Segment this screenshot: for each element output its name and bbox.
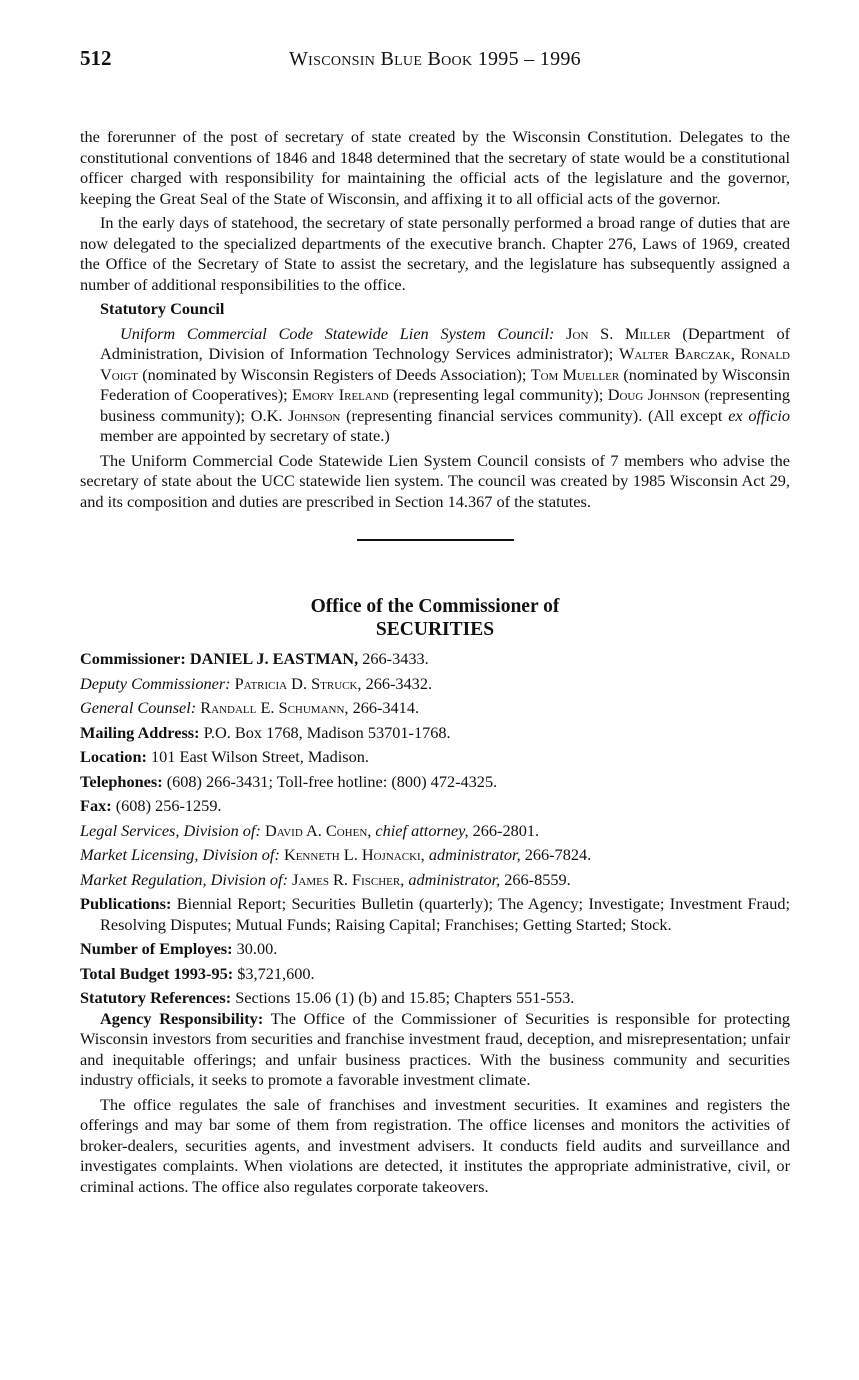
book-title — [80, 48, 790, 71]
ex-officio: ex officio — [728, 405, 790, 425]
deputy-label: Deputy Commissioner: — [80, 673, 231, 693]
intro-paragraph-1: the forerunner of the post of secretary of state created by the Wisconsin Constitution. Delegates to the constitutional conventions of 1846 and 1848 determined that the secretary of state would be a constitutional officer charged with responsibility for maintaining the official acts of the legislature and the governor, keeping the Great Seal of the State of Wisconsin, and affixing it to all official acts of the governor. — [80, 127, 790, 208]
division-head-name: David A. Cohen — [264, 820, 368, 840]
member-name: Ronald Voigt — [100, 344, 790, 384]
counsel-name: Randall E. Schumann — [200, 698, 345, 717]
intro-section — [80, 127, 790, 512]
member-name: O.K. Johnson — [250, 405, 341, 425]
book-title-text: Wisconsin Blue Book — [289, 48, 473, 70]
commissioner-label: Commissioner: — [80, 649, 186, 668]
member-name: Emory Ireland — [292, 385, 389, 404]
office-directory — [80, 649, 790, 1197]
counsel-label: General Counsel: — [80, 698, 197, 717]
mailing-label: Mailing Address: — [80, 722, 200, 742]
telephones-value: (608) 266-3431; Toll-free hotline: (800) 472-4325. — [162, 771, 498, 791]
running-head — [80, 40, 790, 80]
member-note: (Department of Administration, Division of Information Technology Services administrator); — [100, 323, 791, 363]
division-head-title: administrator, — [408, 869, 501, 889]
telephones-label: Telephones: — [80, 771, 163, 791]
publications-label: Publications: — [80, 894, 172, 913]
regulation-paragraph: The office regulates the sale of franchises and investment securities. It examines and registers the offerings and may bar some of them from registration. The office licenses and monitors the activities of broker-dealers, securities agents, and investment advisers. It conducts field audits and surveillance and investigates complaints. When violations are detected, it institutes the appropriate administrative, civil, or criminal actions. The office also regulates corporate takeovers. — [80, 1094, 790, 1196]
division-label: Market Regulation, Division of: — [80, 869, 288, 889]
references-line — [80, 988, 790, 1009]
division-head-title: administrator, — [428, 845, 521, 864]
member-note: , — [730, 344, 741, 363]
page-number: 512 — [80, 46, 112, 70]
division-line: Market Regulation, Division of: James R. Fischer, administrator, 266-8559. — [80, 869, 571, 889]
location-line — [80, 747, 790, 768]
responsibility-value: The Office of the Commissioner of Securities is responsible for protecting Wisconsin investors from securities and franchise investment fraud, deception, and misrepresentation; unfair and inequitable offerings; and unfair business practices. With the business community and securities industry officials, it seeks to promote a favorable investment climate. — [80, 1008, 790, 1089]
office-title-line2: SECURITIES — [375, 619, 495, 640]
commissioner-phone: 266-3433. — [358, 649, 429, 668]
location-label: Location: — [80, 747, 147, 766]
council-name: Uniform Commercial Code Statewide Lien System Council: — [120, 323, 555, 343]
fax-line — [80, 796, 790, 817]
division-head-name: Kenneth L. Hojnacki — [283, 845, 421, 864]
member-name: Jon S. Miller — [566, 323, 671, 343]
book-years: 1995 – 1996 — [477, 48, 581, 70]
member-name: Doug Johnson — [607, 385, 700, 404]
section-divider — [357, 539, 514, 541]
page — [80, 40, 790, 1197]
member-note: (nominated by Wisconsin Registers of Deeds Association); — [138, 364, 531, 384]
employees-line — [80, 939, 790, 960]
member-note: (nominated by Wisconsin Federation of Cooperatives); — [100, 364, 791, 404]
fax-value: (608) 256-1259. — [111, 796, 222, 815]
mailing-value: P.O. Box 1768, Madison 53701-1768. — [199, 722, 451, 742]
employees-value: 30.00. — [232, 939, 278, 958]
member-name: Tom Mueller — [530, 364, 620, 384]
telephones-line — [80, 772, 790, 793]
mailing-line — [80, 723, 790, 744]
member-note: (representing business community); — [100, 385, 790, 425]
deputy-phone: , 266-3432. — [357, 673, 433, 693]
office-title — [80, 595, 790, 641]
division-phone: 266-8559. — [500, 869, 571, 889]
budget-line — [80, 964, 790, 985]
intro-paragraph-2: In the early days of statehood, the secretary of state personally performed a broad range of duties that are now delegated to the specialized departments of the executive branch. Chapter 276, Laws of 1969, created the Office of the Secretary of State to assist the secretary, and the legislature has subsequently assigned a number of additional responsibilities to the office. — [80, 213, 790, 294]
division-label: Market Licensing, Division of: — [80, 845, 280, 864]
statutory-council-heading: Statutory Council — [100, 299, 225, 318]
division-phone: 266-2801. — [468, 820, 540, 840]
fax-label: Fax: — [80, 796, 112, 815]
member-name: Walter Barczak — [619, 344, 731, 363]
responsibility-paragraph — [80, 1009, 790, 1091]
references-label: Statutory References: — [80, 988, 232, 1007]
division-head-title: chief attorney, — [375, 820, 469, 840]
counsel-line — [80, 698, 790, 719]
deputy-name: Patricia D. Struck — [234, 673, 358, 693]
commissioner-name: DANIEL J. EASTMAN, — [189, 649, 359, 668]
references-value: Sections 15.06 (1) (b) and 15.85; Chapters 551-553. — [231, 988, 575, 1007]
responsibility-label: Agency Responsibility: — [100, 1008, 264, 1028]
appointment-post: member are appointed by secretary of state.) — [100, 426, 390, 445]
division-head-name: James R. Fischer — [292, 869, 401, 889]
counsel-phone: , 266-3414. — [344, 698, 420, 717]
location-value: 101 East Wilson Street, Madison. — [146, 747, 369, 766]
budget-label: Total Budget 1993-95: — [80, 963, 234, 983]
division-phone: 266-7824. — [520, 845, 592, 864]
publications-value: Biennial Report; Securities Bulletin (quarterly); The Agency; Investigate; Investment Fraud; Resolving Disputes; Mutual Funds; Raising Capital; Franchises; Getting Started; Stock. — [100, 894, 790, 934]
appointment-pre: (All except — [648, 405, 729, 425]
publications-line — [80, 894, 790, 935]
office-title-line1: Office of the Commissioner of — [310, 596, 560, 617]
member-note: (representing financial services community). — [340, 405, 648, 425]
member-note: (representing legal community); — [388, 385, 608, 404]
division-line: Market Licensing, Division of: Kenneth L. Hojnacki, administrator, 266-7824. — [80, 845, 592, 864]
council-description: The Uniform Commercial Code Statewide Lien System Council consists of 7 members who advise the secretary of state about the UCC statewide lien system. The council was created by 1985 Wisconsin Act 29, and its composition and duties are prescribed in Section 14.367 of the statutes. — [80, 450, 790, 511]
council-members — [80, 324, 790, 447]
budget-value: $3,721,600. — [233, 963, 315, 983]
commissioner-line — [80, 649, 790, 670]
division-label: Legal Services, Division of: — [80, 820, 261, 840]
employees-label: Number of Employes: — [80, 939, 233, 958]
deputy-line — [80, 674, 790, 695]
division-line: Legal Services, Division of: David A. Cohen, chief attorney, 266-2801. — [80, 820, 540, 840]
